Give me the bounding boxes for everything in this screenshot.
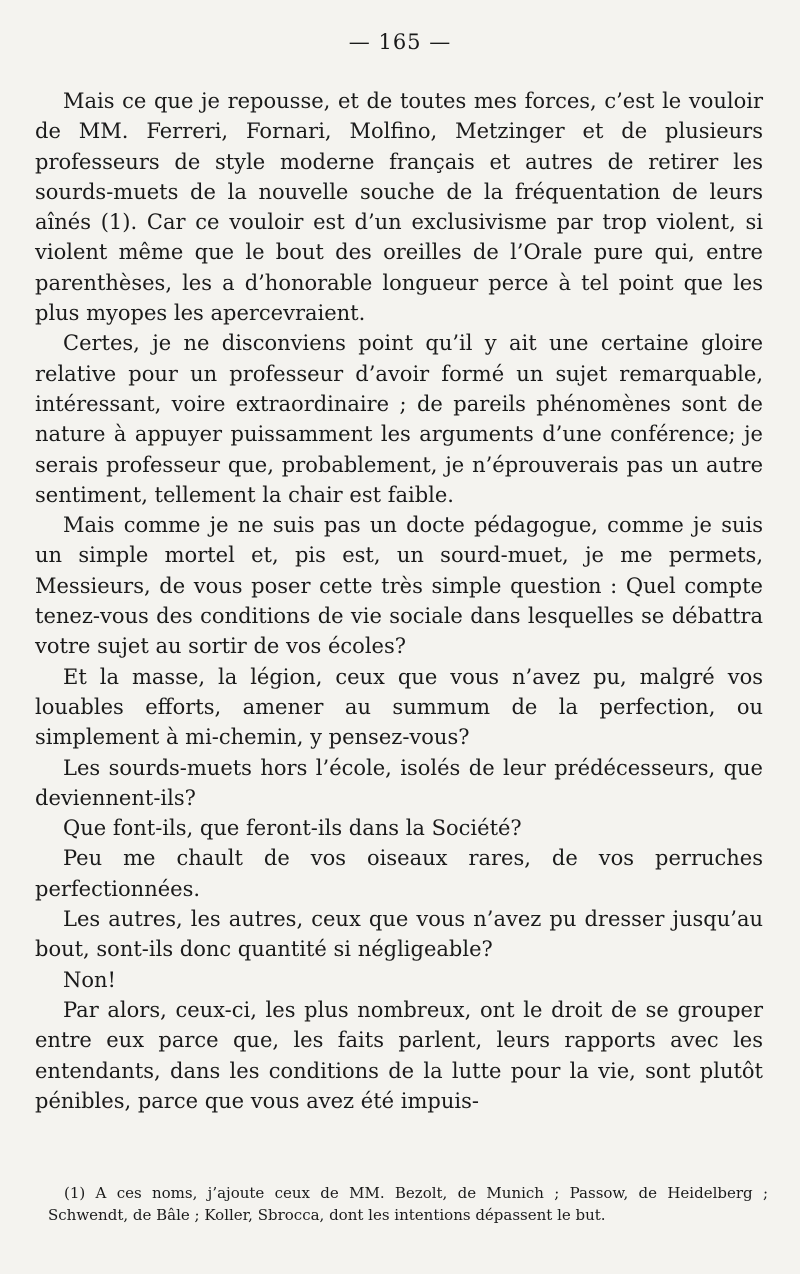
paragraph-3: Mais comme je ne suis pas un docte pédagogue, comme je suis un simple mortel et, pis est, un sourd-muet, je me permets, Messieurs, de vous poser cette très simple question : Quel compte tenez-vous des conditions de vie sociale dans lesquelles se débattra votre sujet au sortir de vos écoles? [35, 513, 763, 659]
paragraph-5: Les sourds-muets hors l’école, isolés de leur prédécesseurs, que deviennent-ils? [35, 755, 763, 810]
footnote [48, 1182, 768, 1226]
paragraph-6: Que font-ils, que feront-ils dans la Société? [63, 816, 522, 841]
paragraph-7: Peu me chault de vos oiseaux rares, de vos perruches perfectionnées. [35, 846, 763, 901]
paragraph-8: Les autres, les autres, ceux que vous n’avez pu dresser jusqu’au bout, sont-ils donc quantité si négligeable? [35, 907, 763, 962]
footnote-text: (1) A ces noms, j’ajoute ceux de MM. Bezolt, de Munich ; Passow, de Heidelberg ; Schwendt, de Bâle ; Koller, Sbrocca, dont les intentions dépassent le but. [48, 1184, 768, 1224]
paragraph-1: Mais ce que je repousse, et de toutes mes forces, c’est le vouloir de MM. Ferreri, Fornari, Molfino, Metzinger et de plusieurs professeurs de style moderne français et autres de retirer les sourds-muets de la nouvelle souche de la fréquentation de leurs aînés (1). Car ce vouloir est d’un exclusivisme par trop violent, si violent même que le bout des oreilles de l’Orale pure qui, entre parenthèses, les a d’honorable longueur perce à tel point que les plus myopes les apercevraient. [35, 89, 763, 326]
paragraph-2: Certes, je ne disconviens point qu’il y ait une certaine gloire relative pour un professeur d’avoir formé un sujet remarquable, intéressant, voire extraordinaire ; de pareils phénomènes sont de nature à appuyer puissamment les arguments d’une conférence; je serais professeur que, probablement, je n’éprouverais pas un autre sentiment, tellement la chair est faible. [35, 331, 763, 507]
paragraph-10: Par alors, ceux-ci, les plus nombreux, ont le droit de se grouper entre eux parce que, les faits parlent, leurs rapports avec les entendants, dans les conditions de la lutte pour la vie, sont plutôt pénibles, parce que vous avez été impuis- [35, 997, 763, 1113]
paragraph-9: Non! [63, 967, 116, 992]
paragraph-4: Et la masse, la légion, ceux que vous n’avez pu, malgré vos louables efforts, amener au summum de la perfection, ou simplement à mi-chemin, y pensez-vous? [35, 664, 763, 750]
page-number: — 165 — [348, 30, 452, 54]
body-text [35, 86, 763, 1116]
